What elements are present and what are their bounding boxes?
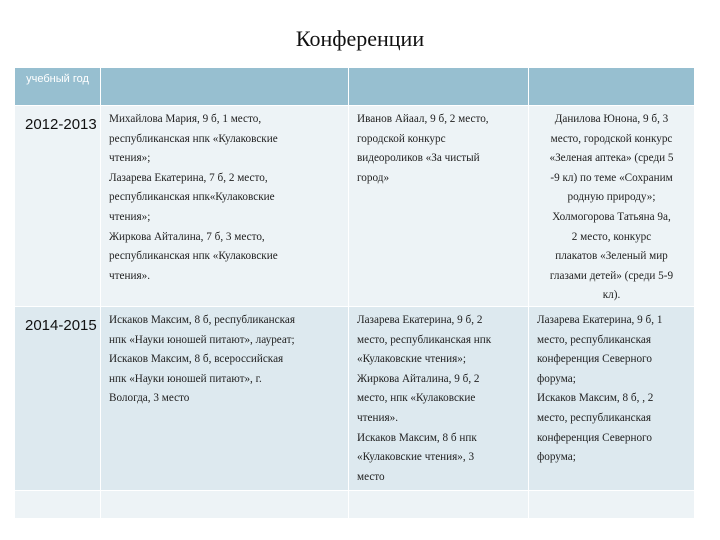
year-label: 2012-2013 [25, 116, 97, 133]
achievement-line: конференция Северного [537, 353, 652, 366]
achievement-line: место, городской конкурс [550, 132, 673, 145]
achievement-cell [101, 106, 349, 307]
achievement-cell [529, 106, 695, 307]
achievement-line: город» [357, 171, 390, 184]
achievement-line: «Кулаковские чтения», 3 [357, 451, 475, 464]
achievement-text [529, 307, 694, 468]
empty-cell [15, 490, 101, 518]
conferences-table [14, 67, 695, 519]
achievement-text [529, 106, 694, 306]
achievement-line: Лазарева Екатерина, 9 б, 2 [357, 313, 483, 326]
achievement-line: место, республиканская [537, 411, 651, 424]
achievement-line: Искаков Максим, 8 б нпк [357, 431, 477, 444]
achievement-line: форума; [537, 451, 576, 464]
achievement-line: чтения». [357, 411, 398, 424]
achievement-line: Лазарева Екатерина, 9 б, 1 [537, 313, 663, 326]
achievement-line: родную природу»; [567, 191, 656, 204]
header-cell [529, 68, 695, 106]
achievement-line: место, республиканская нпк [357, 333, 492, 346]
achievement-line: место, республиканская [537, 333, 651, 346]
achievement-cell [349, 106, 529, 307]
achievement-line: плакатов «Зеленый мир [555, 250, 668, 263]
achievement-line: Холмогорова Татьяна 9а, [552, 210, 671, 223]
header-cell [101, 68, 349, 106]
table-row [15, 306, 695, 490]
empty-cell [529, 490, 695, 518]
achievement-line: «Зеленая аптека» (среди 5 [549, 152, 674, 165]
achievement-line: место, нпк «Кулаковские [357, 392, 476, 405]
achievement-line: нпк «Науки юношей питают», г. [109, 372, 262, 385]
achievement-text [349, 307, 528, 487]
achievement-line: нпк «Науки юношей питают», лауреат; [109, 333, 295, 346]
achievement-text [349, 106, 528, 188]
achievement-line: «Кулаковские чтения»; [357, 353, 466, 366]
achievement-cell [349, 306, 529, 490]
empty-cell [101, 490, 349, 518]
achievement-line: Искаков Максим, 8 б, всероссийская [109, 353, 284, 366]
achievement-line: Михайлова Мария, 9 б, 1 место, [109, 113, 262, 125]
table-header-row [15, 68, 695, 106]
achievement-line: форума; [537, 372, 576, 385]
achievement-line: место [357, 470, 385, 483]
achievement-line: Иванов Айаал, 9 б, 2 место, [357, 113, 489, 125]
year-label: 2014-2015 [25, 316, 97, 334]
header-year-label: учебный год [26, 73, 89, 85]
achievement-text [101, 307, 348, 409]
achievement-line: Данилова Юнона, 9 б, 3 [554, 113, 669, 125]
achievement-line: республиканская нпк «Кулаковские [109, 132, 278, 145]
achievement-line: конференция Северного [537, 431, 652, 444]
achievement-line: Жиркова Айталина, 9 б, 2 [357, 372, 480, 385]
achievement-line: республиканская нпк «Кулаковские [109, 250, 278, 263]
achievement-line: чтения». [109, 269, 150, 282]
achievement-line: Искаков Максим, 8 б, республиканская [109, 313, 295, 326]
table-row [15, 106, 695, 307]
achievement-line: городской конкурс [357, 132, 446, 145]
achievement-cell [529, 306, 695, 490]
empty-cell [349, 490, 529, 518]
achievement-line: Вологда, 3 место [109, 392, 190, 405]
page-title: Конференции [295, 26, 425, 51]
achievement-line: глазами детей» (среди 5-9 [549, 269, 674, 282]
year-cell [15, 306, 101, 490]
achievement-line: чтения»; [109, 210, 151, 223]
achievement-line: -9 кл) по теме «Сохраним [550, 171, 673, 184]
header-cell [349, 68, 529, 106]
achievement-line: кл). [602, 289, 621, 302]
year-cell [15, 106, 101, 307]
achievement-cell [101, 306, 349, 490]
achievement-line: чтения»; [109, 152, 151, 165]
achievement-line: Искаков Максим, 8 б, , 2 [537, 392, 654, 405]
achievement-line: 2 место, конкурс [571, 230, 652, 243]
achievement-line: республиканская нпк«Кулаковские [109, 191, 275, 204]
achievement-line: Лазарева Екатерина, 7 б, 2 место, [109, 171, 268, 184]
achievement-text [101, 106, 348, 286]
achievement-line: видеороликов «За чистый [357, 152, 480, 165]
table-row-empty [15, 490, 695, 518]
header-cell-year [15, 68, 101, 106]
achievement-line: Жиркова Айталина, 7 б, 3 место, [109, 230, 265, 243]
